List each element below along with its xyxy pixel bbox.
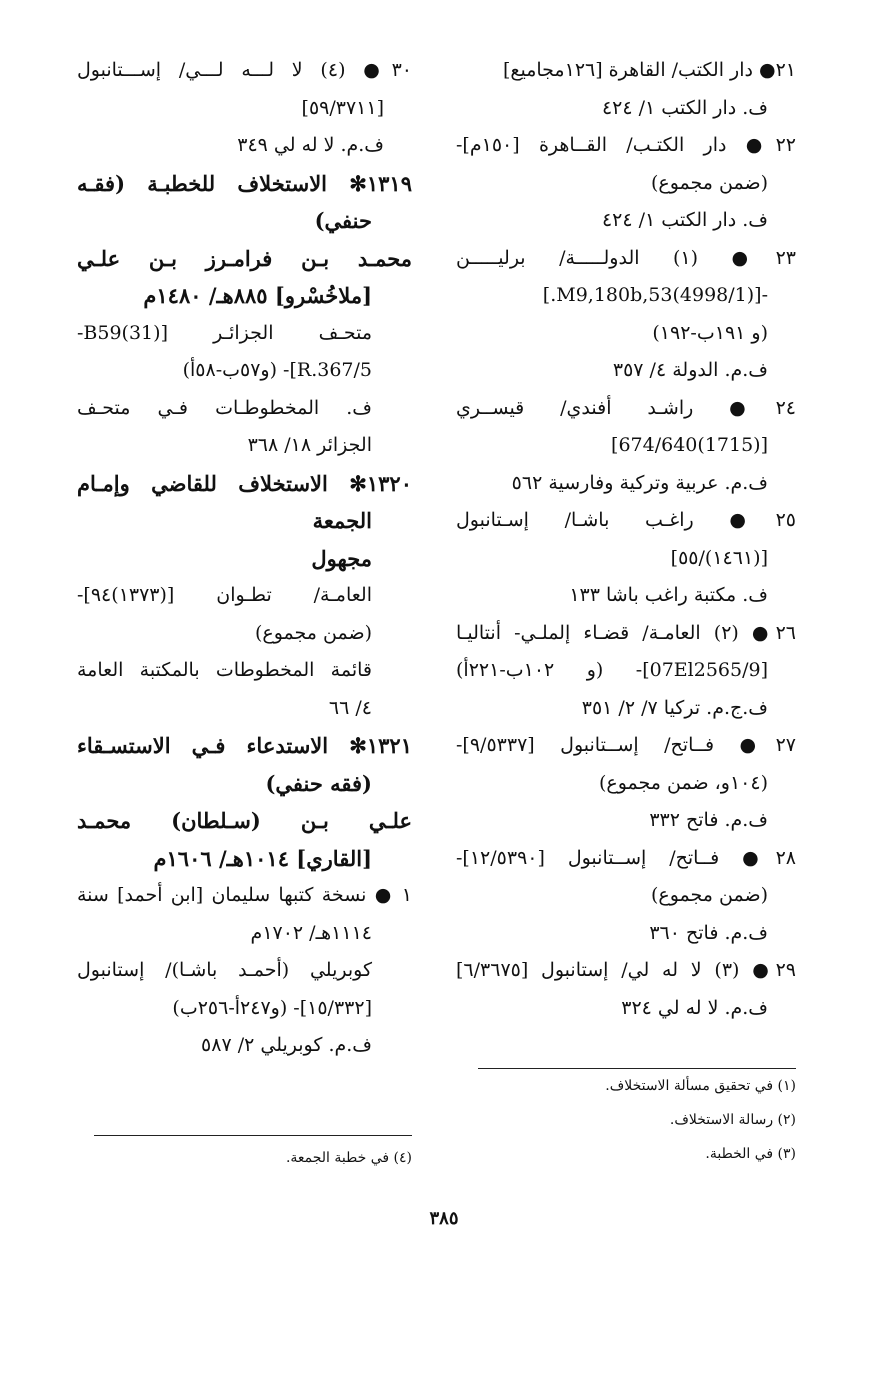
right-column — [456, 52, 796, 1027]
left-column-line: قائمة المخطوطات بالمكتبة العامة — [77, 659, 372, 681]
right-column-line: [(١٤٦١)/٥٥] — [670, 546, 768, 569]
right-column-line: -[(4998/1)M9,180b,53.] — [542, 284, 768, 306]
left-column-line: ١ ● نسخة كتبها سليمان [ابن أحمد] سنة — [77, 884, 412, 906]
right-column-line: ف. دار الكتب ١/ ٤٢٤ — [601, 96, 768, 119]
left-column-line: الجزائر ١٨/ ٣٦٨ — [247, 434, 372, 456]
left-column-line: [١٥/٣٣٢]- (و٢٤٧أ-٢٥٦ب) — [172, 996, 372, 1019]
left-column-line: ف.م. لا له لي ٣٤٩ — [237, 134, 384, 156]
left-column-line: ٣٠● (٤) لا لـــه لـــي/ إســـتانبول — [77, 59, 412, 81]
left-column-line: حنفي) — [314, 208, 372, 233]
left-column-line: متحـف الجزائـر [B59(31)- — [77, 321, 372, 344]
footnote-divider-right — [478, 1068, 796, 1069]
right-column-line: ٢١● دار الكتب/ القاهرة [١٢٦مجاميع] — [502, 59, 796, 81]
left-column-line: ف.م. كوبريلي ٢/ ٥٨٧ — [201, 1034, 372, 1056]
right-column-line: (ضمن مجموع) — [650, 884, 768, 906]
left-column-line: R.367/5]- (و٥٧ب-٥٨أ) — [182, 359, 372, 381]
right-column-line: ف. دار الكتب ١/ ٤٢٤ — [601, 209, 768, 231]
right-column-line: ف.م. فاتح ٣٣٢ — [649, 809, 768, 831]
right-column-line: (و ١٩١ب-١٩٢) — [652, 321, 768, 344]
page-number: ٣٨٥ — [429, 1208, 459, 1229]
right-column-line: ف.م. عربية وتركية وفارسية ٥٦٢ — [511, 471, 768, 494]
left-column-line: [ملاخُسْرو] ٨٨٥هـ/ ١٤٨٠م — [143, 283, 372, 308]
left-column-line: كوبريلي (أحمـد باشـا)/ إستانبول — [77, 959, 372, 981]
footnote-2: (٢) رسالة الاستخلاف. — [669, 1112, 796, 1128]
right-column-line: ٢٨● فــاتح/ إســتانبول [١٢/٥٣٩٠]- — [456, 846, 796, 869]
left-column-line: ١٣٢٠✻ الاستخلاف للقاضي وإمـام — [77, 470, 412, 496]
right-column-line: (ضمن مجموع) — [650, 171, 768, 194]
right-column-line: ف.م. الدولة ٤/ ٣٥٧ — [612, 359, 768, 381]
right-column-line: ف.م. لا له لي ٣٢٤ — [621, 996, 768, 1019]
left-column-line: ف. المخطوطـات فـي متحـف — [77, 396, 372, 419]
left-column-line: (فقه حنفي) — [265, 770, 372, 796]
left-column-line: الجمعة — [312, 508, 372, 533]
right-column-line: ٢٣● (١) الدولـــــة/ برليـــــن — [456, 246, 796, 269]
right-column-line: ٢٥● راغـب باشـا/ إسـتانبول — [456, 509, 796, 531]
footnote-1: (١) في تحقيق مسألة الاستخلاف. — [605, 1078, 796, 1094]
right-column-line: [07El2565/9]- (و ١٠٢ب-٢٢١أ) — [456, 659, 768, 681]
right-column-line: [(1715)674/640] — [611, 434, 768, 456]
left-column-line: (ضمن مجموع) — [254, 621, 372, 644]
right-column-line: ٢٩● (٣) لا له لي/ إستانبول [٦/٣٦٧٥] — [456, 959, 796, 981]
footnote-4: (٤) في خطبة الجمعة. — [285, 1150, 412, 1166]
right-column-line: ف.م. فاتح ٣٦٠ — [649, 921, 768, 944]
left-column-line: ٤/ ٦٦ — [328, 696, 372, 719]
left-column-line: [القاري] ١٠١٤هـ/ ١٦٠٦م — [153, 845, 372, 871]
footnote-3: (٣) في الخطبة. — [705, 1146, 796, 1162]
right-column-line: ف.ج.م. تركيا ٧/ ٢/ ٣٥١ — [581, 696, 768, 719]
left-column-line: [٥٩/٣٧١١] — [301, 96, 384, 119]
right-column-line: ٢٢● دار الكتـب/ القــاهرة [١٥٠م]- — [456, 134, 796, 156]
right-column-line: ٢٦● (٢) العامـة/ قضـاء إلملـي- أنتاليـا — [456, 621, 796, 644]
left-column-line: ١٣٢١✻ الاستدعاء فـي الاستسـقاء — [77, 733, 412, 758]
right-column-line: ف. مكتبة راغب باشا ١٣٣ — [569, 584, 768, 606]
footnote-divider-left — [94, 1135, 412, 1136]
left-column-line: ١١١٤هـ/ ١٧٠٢م — [250, 921, 372, 944]
right-column-line: ٢٤● راشـد أفندي/ قيســري — [456, 396, 796, 419]
left-column — [77, 52, 412, 1065]
right-column-line: ٢٧● فــاتح/ إســتانبول [٩/٥٣٣٧]- — [456, 734, 796, 756]
left-column-line: ١٣١٩✻ الاستخلاف للخطبـة (فقـه — [77, 170, 412, 196]
left-column-line: محمـد بـن فرامـرز بـن علـي — [77, 245, 412, 271]
right-column-line: (١٠٤و، ضمن مجموع) — [598, 771, 768, 794]
left-column-line: علـي بـن (سـلطان) محمـد — [77, 808, 412, 833]
left-column-line: مجهول — [311, 545, 372, 571]
left-column-line: العامـة/ تطـوان [(١٣٧٣)٩٤]- — [77, 584, 372, 606]
